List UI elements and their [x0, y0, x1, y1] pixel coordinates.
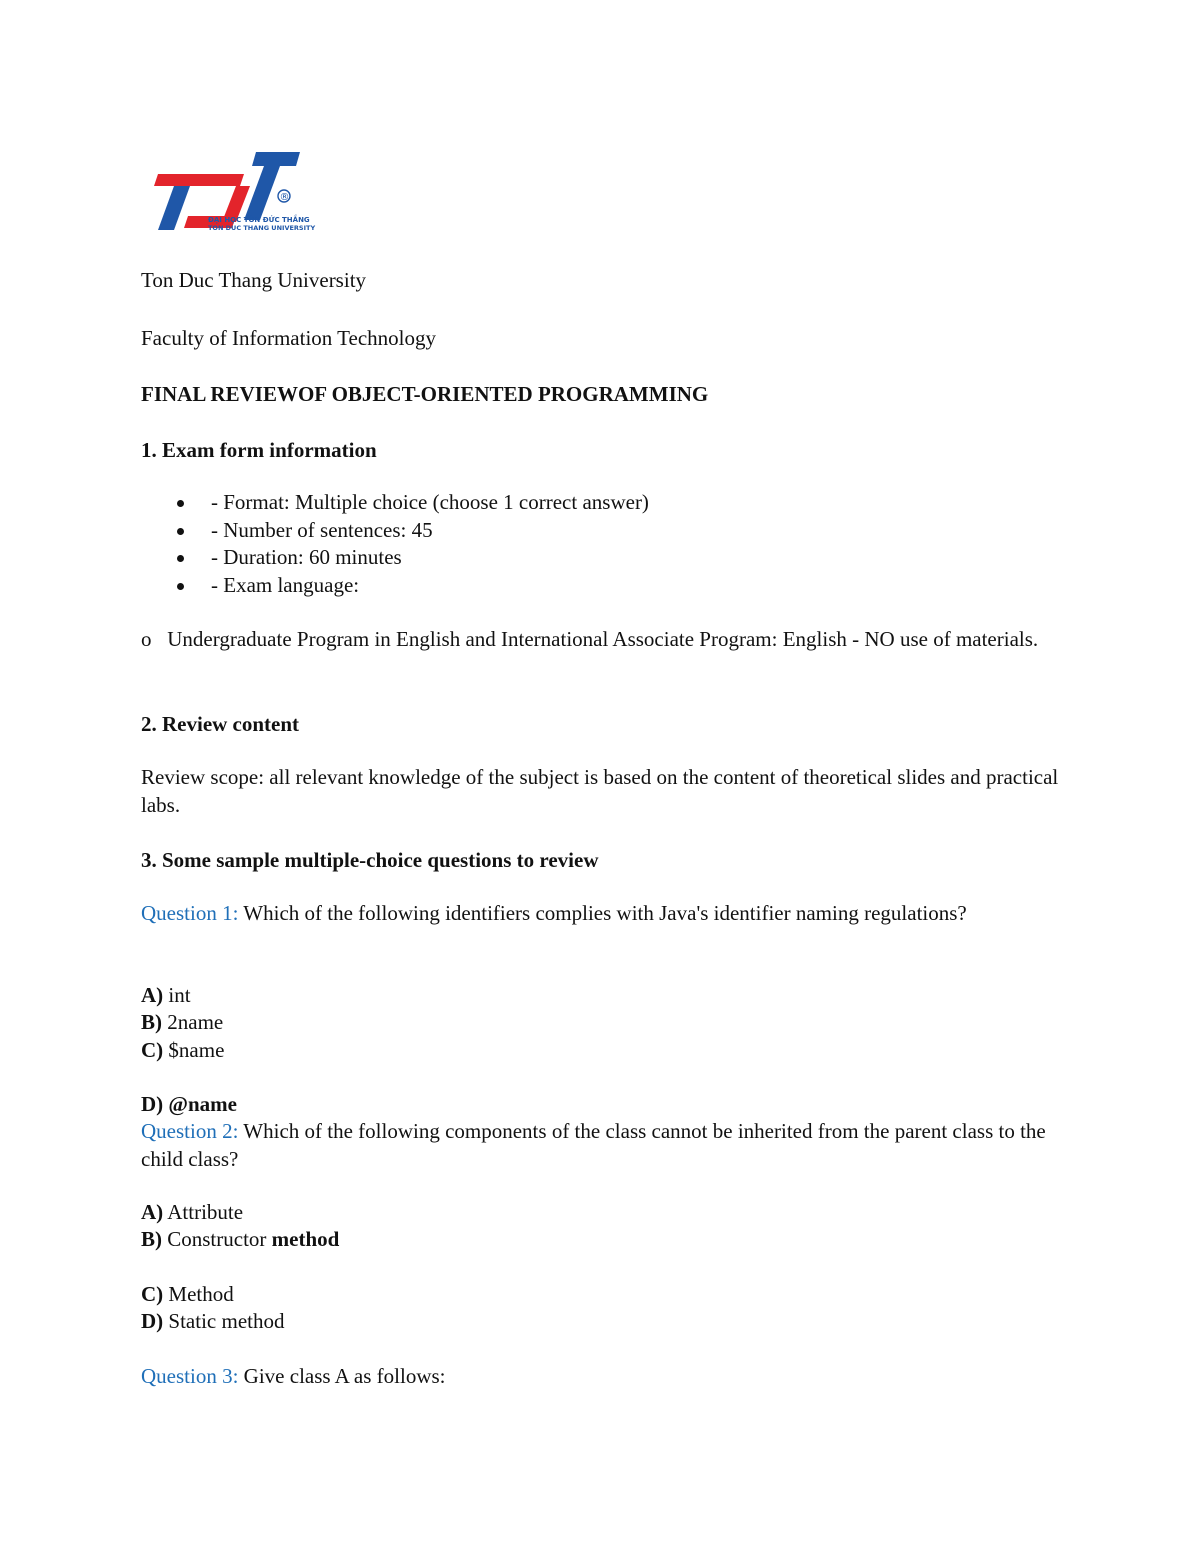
q1-option-a: A) int	[141, 983, 191, 1007]
list-item: - Format: Multiple choice (choose 1 correct answer)	[141, 489, 649, 517]
exam-info-list	[141, 489, 649, 599]
question-2	[141, 1117, 1061, 1173]
q2-option-b: B) Constructor method	[141, 1227, 340, 1251]
section-3-heading: 3. Some sample multiple-choice questions to review	[141, 848, 599, 872]
tdt-university-logo	[144, 146, 316, 232]
question-1-text: Which of the following identifiers complies with Java's identifier naming regulations?	[243, 901, 967, 925]
logo-line-1: ĐẠI HỌC TÔN ĐỨC THẮNG	[208, 216, 310, 224]
logo-line-2: TON DUC THANG UNIVERSITY	[208, 224, 316, 232]
sub-bullet-marker: o	[141, 627, 152, 651]
exam-language-detail: o Undergraduate Program in English and International Associate Program: English - NO use of materials.	[141, 627, 1039, 651]
logo-t-right-bar	[252, 152, 300, 166]
question-3-label: Question 3:	[141, 1364, 239, 1388]
list-item: - Duration: 60 minutes	[141, 544, 649, 572]
logo-t-right-stem	[244, 166, 280, 220]
question-3-text: Give class A as follows:	[243, 1364, 446, 1388]
faculty-name: Faculty of Information Technology	[141, 326, 436, 350]
document-title: FINAL REVIEWOF OBJECT-ORIENTED PROGRAMMING	[141, 382, 709, 406]
logo-t-left-stem	[158, 186, 190, 230]
logo-t-left-bar	[154, 174, 206, 186]
question-2-text: Which of the following components of the class cannot be inherited from the parent class to the child class?	[141, 1119, 1046, 1171]
list-item: - Exam language:	[141, 572, 649, 600]
section-1-heading: 1. Exam form information	[141, 438, 377, 462]
bullet-icon	[177, 528, 184, 535]
question-1-label: Question 1:	[141, 901, 239, 925]
q1-option-d: D) @name	[141, 1092, 237, 1116]
q1-option-b: B) 2name	[141, 1010, 224, 1034]
logo-d-top	[198, 174, 244, 186]
registered-mark: ®	[279, 192, 290, 203]
q2-option-d: D) Static method	[141, 1309, 285, 1333]
q1-option-c: C) $name	[141, 1038, 225, 1062]
bullet-icon	[177, 583, 184, 590]
list-item: - Number of sentences: 45	[141, 517, 649, 545]
university-name: Ton Duc Thang University	[141, 268, 367, 292]
q2-option-a: A) Attribute	[141, 1200, 244, 1224]
q2-option-c: C) Method	[141, 1282, 234, 1306]
bullet-icon	[177, 500, 184, 507]
section-2-heading: 2. Review content	[141, 712, 300, 736]
bullet-icon	[177, 555, 184, 562]
question-3	[141, 1362, 1061, 1390]
question-2-label: Question 2:	[141, 1119, 239, 1143]
review-scope-text: Review scope: all relevant knowledge of the subject is based on the content of theoretical slides and practical labs.	[141, 765, 1059, 817]
question-1	[141, 899, 1061, 927]
